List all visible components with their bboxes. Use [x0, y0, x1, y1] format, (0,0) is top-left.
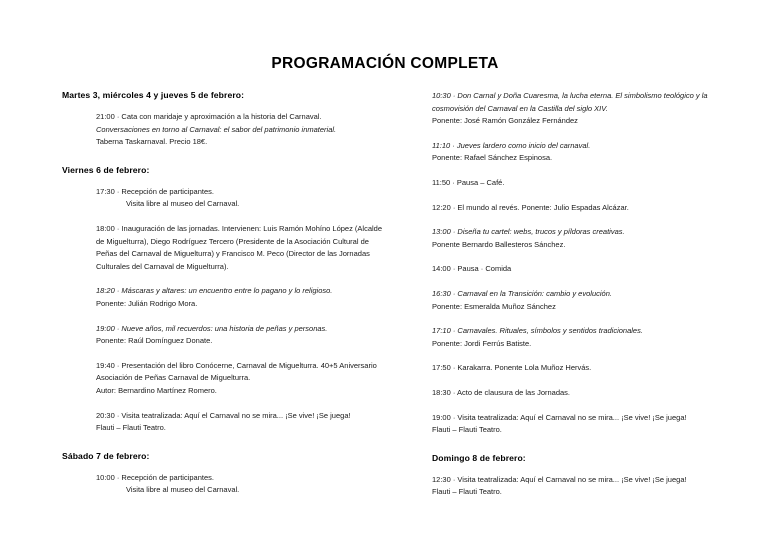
entry-group — [62, 186, 382, 435]
program-column-right — [432, 90, 722, 513]
entry-line: 19:00 · Visita teatralizada: Aquí el Carnaval no se mira... ¡Se vive! ¡Se juega! — [432, 412, 687, 422]
entry-line: Ponente: Jordi Ferrús Batiste. — [432, 338, 532, 348]
program-column-left — [62, 90, 382, 511]
entry-line: Ponente: Esmeralda Muñoz Sánchez — [432, 301, 556, 311]
entry-line: Ponente: José Ramón González Fernández — [432, 116, 578, 126]
entry-line: Flauti – Flauti Teatro. — [432, 487, 502, 497]
entry-line: 18:00 · Inauguración de las jornadas. Intervienen: Luis Ramón Mohíno López (Alcalde de Miguelturra), Diego Rodríguez Tercero (Presidente de la Asociación Cultural de Peñas del Carnaval de Miguelturra) y Francisco M. Peco (Director de las Jornadas Culturales del Carnaval de Miguelturra). — [96, 223, 383, 271]
entry-line: 13:00 · Diseña tu cartel: webs, trucos y píldoras creativas. — [432, 227, 625, 237]
entry-line: 18:30 · Acto de clausura de las Jornadas. — [432, 387, 571, 397]
entry-line: Conversaciones en torno al Carnaval: el sabor del patrimonio inmaterial. — [96, 124, 337, 134]
program-entry — [96, 410, 382, 435]
day-heading: Martes 3, miércoles 4 y jueves 5 de febrero: — [62, 90, 245, 100]
program-entry — [96, 472, 382, 497]
program-entry — [432, 474, 722, 499]
entry-line: Visita libre al museo del Carnaval. — [126, 199, 240, 209]
program-entry — [432, 202, 722, 215]
program-entry — [432, 362, 722, 375]
entry-line: 16:30 · Carnaval en la Transición: cambio y evolución. — [432, 288, 612, 298]
entry-line: 10:30 · Don Carnal y Doña Cuaresma, la lucha eterna. El simbolismo teológico y la cosmovisión del Carnaval en la Castilla del siglo XIV. — [432, 91, 708, 113]
program-entry — [432, 90, 722, 128]
entry-line: 21:00 · Cata con maridaje y aproximación a la historia del Carnaval. — [96, 112, 322, 121]
program-entry — [432, 288, 722, 313]
entry-line: 20:30 · Visita teatralizada: Aquí el Carnaval no se mira... ¡Se vive! ¡Se juega! — [96, 410, 351, 420]
entry-line: 14:00 · Pausa · Comida — [432, 264, 512, 274]
program-entry — [96, 223, 382, 273]
program-entry — [96, 186, 382, 211]
program-entry — [432, 325, 722, 350]
program-entry — [432, 263, 722, 276]
program-entry — [432, 177, 722, 190]
entry-line: Ponente: Rafael Sánchez Espinosa. — [432, 153, 553, 163]
program-entry — [96, 360, 382, 398]
entry-group — [62, 472, 382, 497]
entry-line: Autor: Bernardino Martínez Romero. — [96, 385, 217, 395]
entry-line: Ponente Bernardo Ballesteros Sánchez. — [432, 239, 566, 249]
day-heading: Viernes 6 de febrero: — [62, 164, 150, 175]
entry-line: Ponente: Julián Rodrigo Mora. — [96, 298, 198, 308]
program-entry — [96, 285, 382, 310]
entry-line: Ponente: Raúl Domínguez Donate. — [96, 336, 213, 346]
day-heading: Domingo 8 de febrero: — [432, 452, 526, 463]
entry-line: 11:10 · Jueves lardero como inicio del carnaval. — [432, 140, 591, 150]
program-columns — [0, 90, 770, 510]
entry-line: 17:10 · Carnavales. Rituales, símbolos y sentidos tradicionales. — [432, 326, 643, 336]
entry-line: 17:30 · Recepción de participantes. — [96, 186, 214, 196]
entry-line: Visita libre al museo del Carnaval. — [126, 485, 240, 495]
page-title: PROGRAMACIÓN COMPLETA — [271, 55, 499, 72]
entry-line: 17:50 · Karakarra. Ponente Lola Muñoz Hervás. — [432, 363, 592, 373]
entry-line: 10:00 · Recepción de participantes. — [96, 472, 214, 482]
entry-line: Taberna Taskarnaval. Precio 18€. — [96, 137, 208, 147]
entry-line: 12:30 · Visita teatralizada: Aquí el Carnaval no se mira... ¡Se vive! ¡Se juega! — [432, 474, 687, 484]
entry-line: Flauti – Flauti Teatro. — [96, 423, 166, 433]
entry-line: 12:20 · El mundo al revés. Ponente: Julio Espadas Alcázar. — [432, 202, 629, 212]
program-entry — [96, 323, 382, 348]
day-heading: Sábado 7 de febrero: — [62, 450, 150, 461]
entry-group — [432, 474, 722, 499]
program-entry — [432, 412, 722, 437]
entry-line: 19:00 · Nueve años, mil recuerdos: una historia de peñas y personas. — [96, 323, 328, 333]
program-entry — [432, 140, 722, 165]
entry-group — [432, 90, 722, 437]
entry-line: 18:20 · Máscaras y altares: un encuentro entre lo pagano y lo religioso. — [96, 286, 333, 296]
entry-group — [62, 111, 382, 149]
program-entry — [432, 226, 722, 251]
entry-line: 11:50 · Pausa – Café. — [432, 177, 505, 187]
entry-line: Flauti – Flauti Teatro. — [432, 425, 502, 435]
entry-line: 19:40 · Presentación del libro Conócerne, Carnaval de Miguelturra. 40+5 Aniversario Asociación de Peñas Carnaval de Miguelturra. — [96, 360, 377, 383]
program-entry — [96, 111, 382, 149]
program-entry — [432, 387, 722, 400]
